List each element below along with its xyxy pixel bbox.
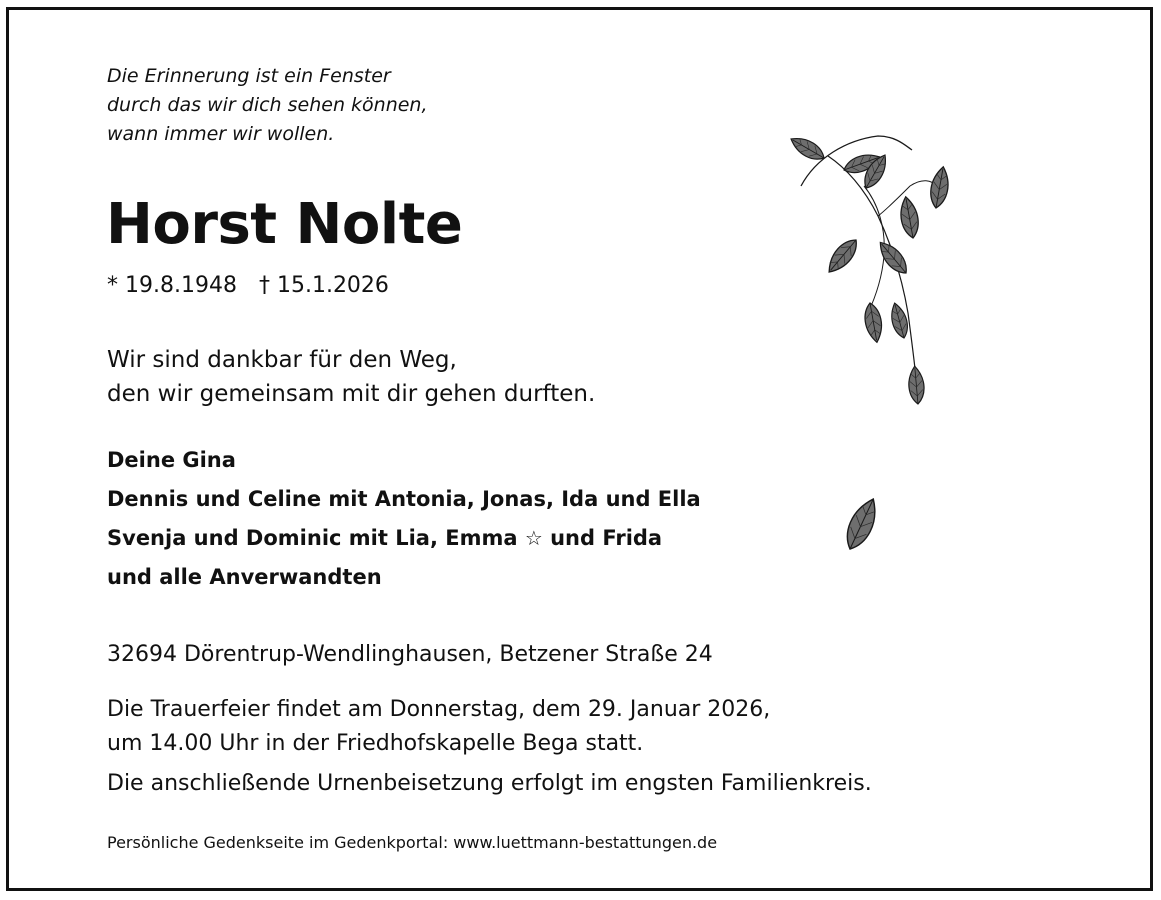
mourners-line-2: Dennis und Celine mit Antonia, Jonas, Ida und Ella: [107, 487, 701, 511]
quote-line-2: durch das wir dich sehen können,: [107, 94, 428, 116]
birch-branch-icon: [766, 128, 966, 418]
funeral-line-2: um 14.00 Uhr in der Friedhofskapelle Bega statt.: [107, 731, 644, 756]
quote-line-1: Die Erinnerung ist ein Fenster: [107, 65, 391, 87]
funeral-line-1: Die Trauerfeier findet am Donnerstag, dem 29. Januar 2026,: [107, 697, 771, 722]
memorial-portal-link[interactable]: Persönliche Gedenkseite im Gedenkportal: www.luettmann-bestattungen.de: [107, 833, 718, 852]
mourners-line-3-start: Svenja und Dominic mit Lia, Emma: [107, 526, 518, 550]
urn-burial-info: Die anschließende Urnenbeisetzung erfolgt im engsten Familienkreis.: [107, 771, 872, 796]
memorial-quote: [107, 62, 428, 149]
deceased-name: Horst Nolte: [106, 192, 463, 257]
funeral-info: [107, 693, 770, 761]
mourners-list: [107, 441, 701, 597]
quote-line-3: wann immer wir wollen.: [107, 123, 335, 145]
falling-leaf-icon: [836, 483, 888, 555]
gratitude-line-2: den wir gemeinsam mit dir gehen durften.: [107, 381, 596, 407]
mourners-line-4: und alle Anverwandten: [107, 565, 382, 589]
mourners-line-3: [107, 519, 701, 558]
life-dates: [107, 270, 389, 302]
gratitude-text: [107, 343, 595, 411]
mourners-line-1: Deine Gina: [107, 448, 236, 472]
death-date: † 15.1.2026: [258, 273, 389, 298]
gratitude-line-1: Wir sind dankbar für den Weg,: [107, 347, 457, 373]
star-icon: ☆: [524, 526, 543, 550]
address: 32694 Dörentrup-Wendlinghausen, Betzener Straße 24: [107, 642, 713, 667]
mourners-line-3-end: und Frida: [550, 526, 663, 550]
birth-date: * 19.8.1948: [107, 273, 237, 298]
